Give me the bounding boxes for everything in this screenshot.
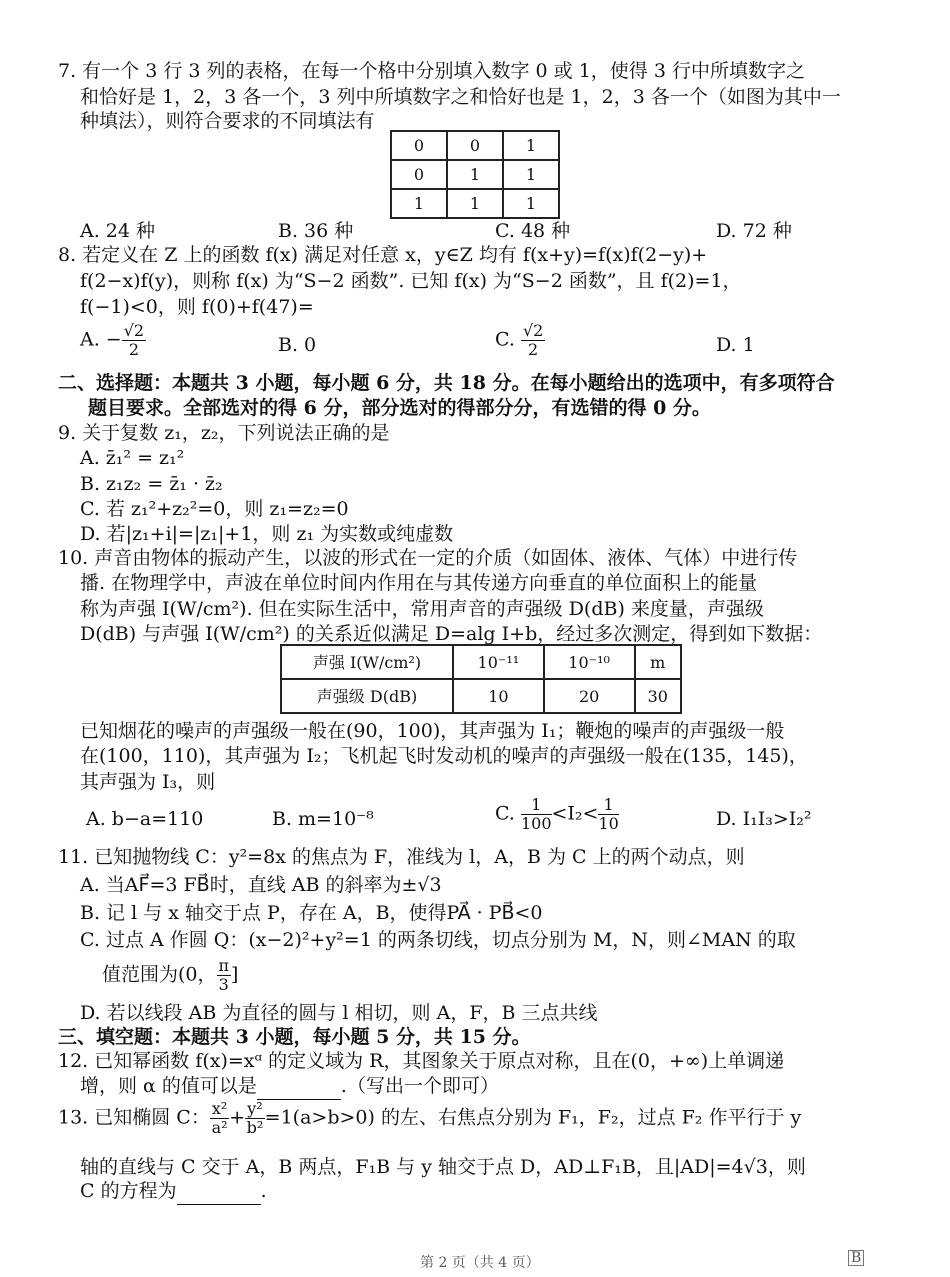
grid-cell: 1: [391, 189, 447, 218]
table-cell: 10⁻¹⁰: [544, 645, 635, 679]
q9-option-d[interactable]: D. 若|z₁+i|=|z₁|+1，则 z₁ 为实数或纯虚数: [80, 523, 454, 545]
fraction-numerator: π: [218, 956, 230, 975]
grid-cell: 0: [447, 131, 503, 160]
q13-line-2: 轴的直线与 C 交于 A，B 两点，F₁B 与 y 轴交于点 D，AD⊥F₁B，且|AD|=4√3，则: [80, 1156, 806, 1178]
fraction-numerator: 1: [598, 796, 618, 815]
q10-option-d[interactable]: D. I₁I₃>I₂²: [716, 808, 812, 830]
table-header-cell: 声强 I(W/cm²): [281, 645, 453, 679]
q12-line-1: 12. 已知幂函数 f(x)=xᵅ 的定义域为 R，其图象关于原点对称，且在(0，+∞)上单调递: [58, 1050, 785, 1072]
fraction: [245, 1100, 264, 1137]
q8-a-prefix: A. −: [80, 328, 122, 351]
q10-c-prefix: C.: [495, 802, 521, 825]
grid-cell: 0: [391, 131, 447, 160]
fraction: [217, 957, 232, 994]
table-header-cell: 声强级 D(dB): [281, 679, 453, 713]
fraction-numerator: 1: [521, 796, 552, 815]
q13-rest: =1(a>b>0) 的左、右焦点分别为 F₁，F₂，过点 F₂ 作平行于 y: [264, 1106, 802, 1129]
range-prefix: 值范围为(0，: [102, 963, 217, 986]
q13-line-1: [58, 1100, 801, 1137]
q10-data-table: [280, 644, 682, 714]
q8-option-a[interactable]: [80, 322, 146, 359]
q7-line-2: 和恰好是 1，2，3 各一个，3 列中所填数字之和恰好也是 1，2，3 各一个（如图为其中一: [80, 86, 841, 108]
table-cell: 20: [544, 679, 635, 713]
q8-option-d[interactable]: D. 1: [716, 334, 755, 356]
q10-line-4: D(dB) 与声强 I(W/cm²) 的关系近似满足 D=alg I+b，经过多次测定，得到如下数据：: [80, 623, 823, 645]
q11-option-c-line-1[interactable]: C. 过点 A 作圆 Q：(x−2)²+y²=1 的两条切线，切点分别为 M，N，则∠MAN 的取: [80, 929, 796, 951]
fraction-numerator: √2: [522, 321, 544, 340]
fraction-denominator: b²: [246, 1118, 264, 1137]
q13-line-3-suffix: .: [260, 1180, 267, 1202]
q9-option-c[interactable]: C. 若 z₁²+z₂²=0，则 z₁=z₂=0: [80, 498, 349, 520]
grid-cell: 1: [447, 160, 503, 189]
q10-after-line-3: 其声强为 I₃，则: [80, 771, 216, 793]
fraction-denominator: 3: [218, 975, 229, 994]
table-cell: 30: [635, 679, 682, 713]
q11-option-a[interactable]: A. 当AF⃗=3 FB⃗时，直线 AB 的斜率为±√3: [80, 874, 442, 896]
grid-cell: 0: [391, 160, 447, 189]
q11-option-b[interactable]: B. 记 l 与 x 轴交于点 P，存在 A，B，使得PA⃗ · PB⃗<0: [80, 902, 543, 924]
page-footer: 第 2 页（共 4 页）: [420, 1255, 540, 1271]
q10-after-line-1: 已知烟花的噪声的声强级一般在(90，100)，其声强为 I₁；鞭炮的噪声的声强级一般: [80, 720, 785, 742]
fraction-numerator: y²: [247, 1099, 263, 1118]
paper-version-badge: B: [848, 1250, 864, 1266]
q7-line-1: 7. 有一个 3 行 3 列的表格，在每一个格中分别填入数字 0 或 1，使得 3 行中所填数字之: [58, 60, 805, 82]
section2-heading-line-1: 二、选择题：本题共 3 小题，每小题 6 分，共 18 分。在每小题给出的选项中，有多项符合: [58, 372, 835, 394]
q7-line-3: 种填法），则符合要求的不同填法有: [80, 110, 375, 132]
fraction-numerator: x²: [211, 1099, 228, 1118]
q12-line-2: [80, 1073, 499, 1100]
q7-option-d[interactable]: D. 72 种: [716, 220, 792, 242]
fraction: [598, 796, 618, 833]
q8-line-3: f(−1)<0，则 f(0)+f(47)=: [80, 296, 314, 318]
range-suffix: ]: [231, 963, 239, 986]
q9-option-b[interactable]: B. z₁z₂ = z̄₁ · z̄₂: [80, 473, 223, 495]
fraction-denominator: 2: [128, 340, 140, 359]
q10-c-middle: <I₂<: [551, 802, 599, 825]
fraction: [122, 322, 146, 359]
fraction-denominator: a²: [211, 1118, 228, 1137]
q10-option-b[interactable]: B. m=10⁻⁸: [272, 808, 374, 830]
q10-line-3: 称为声强 I(W/cm²). 但在实际生活中，常用声音的声强级 D(dB) 来度量，声强级: [80, 598, 764, 620]
grid-cell: 1: [503, 189, 559, 218]
table-cell: m: [635, 645, 682, 679]
section2-heading-line-2: 题目要求。全部选对的得 6 分，部分选对的得部分分，有选错的得 0 分。: [88, 397, 711, 419]
q11-stem: 11. 已知抛物线 C：y²=8x 的焦点为 F，准线为 l，A，B 为 C 上的两个动点，则: [58, 846, 745, 868]
q10-option-c[interactable]: [495, 796, 619, 833]
q7-option-a[interactable]: A. 24 种: [80, 220, 156, 242]
fraction: [521, 796, 552, 833]
q11-option-c-line-2[interactable]: [102, 957, 238, 994]
q7-grid-table: [390, 130, 560, 219]
q8-option-b[interactable]: B. 0: [278, 334, 317, 356]
q8-line-1: 8. 若定义在 Z 上的函数 f(x) 满足对任意 x，y∈Z 均有 f(x+y)=f(x)f(2−y)+: [58, 244, 708, 266]
q8-option-c[interactable]: [495, 322, 545, 359]
q9-option-a[interactable]: A. z̄₁² = z₁²: [80, 447, 185, 469]
q13-line-3: [80, 1178, 267, 1205]
q8-line-2: f(2−x)f(y)，则称 f(x) 为“S−2 函数”. 已知 f(x) 为“S−2 函数”，且 f(2)=1，: [80, 270, 742, 292]
q13-prefix: 13. 已知椭圆 C：: [58, 1106, 210, 1129]
fraction-denominator: 2: [528, 340, 539, 359]
plus-sign: +: [229, 1106, 246, 1129]
q8-c-prefix: C.: [495, 328, 521, 351]
q7-option-b[interactable]: B. 36 种: [278, 220, 354, 242]
q9-stem: 9. 关于复数 z₁，z₂，下列说法正确的是: [58, 422, 390, 444]
answer-blank[interactable]: [177, 1186, 261, 1205]
fraction-numerator: √2: [123, 321, 145, 340]
q12-line-2-prefix: 增，则 α 的值可以是: [80, 1075, 257, 1097]
table-cell: 10: [453, 679, 544, 713]
grid-cell: 1: [503, 131, 559, 160]
q10-line-1: 10. 声音由物体的振动产生，以波的形式在一定的介质（如固体、液体、气体）中进行传: [58, 547, 798, 569]
q10-option-a[interactable]: A. b−a=110: [86, 808, 204, 830]
grid-cell: 1: [503, 160, 559, 189]
q10-line-2: 播. 在物理学中，声波在单位时间内作用在与其传递方向垂直的单位面积上的能量: [80, 572, 758, 594]
fraction-denominator: 10: [598, 814, 619, 833]
answer-blank[interactable]: [257, 1081, 341, 1100]
q13-line-3-prefix: C 的方程为: [80, 1180, 177, 1202]
grid-cell: 1: [447, 189, 503, 218]
q7-option-c[interactable]: C. 48 种: [495, 220, 571, 242]
q11-option-d[interactable]: D. 若以线段 AB 为直径的圆与 l 相切，则 A，F，B 三点共线: [80, 1002, 598, 1024]
fraction: [210, 1100, 229, 1137]
q10-after-line-2: 在(100，110)，其声强为 I₂；飞机起飞时发动机的噪声的声强级一般在(135，145)，: [80, 745, 808, 767]
table-cell: 10⁻¹¹: [453, 645, 544, 679]
fraction: [521, 322, 545, 359]
section3-heading: 三、填空题：本题共 3 小题，每小题 5 分，共 15 分。: [58, 1026, 531, 1048]
q12-line-2-suffix: .（写出一个即可）: [340, 1075, 499, 1097]
fraction-denominator: 100: [520, 814, 552, 833]
